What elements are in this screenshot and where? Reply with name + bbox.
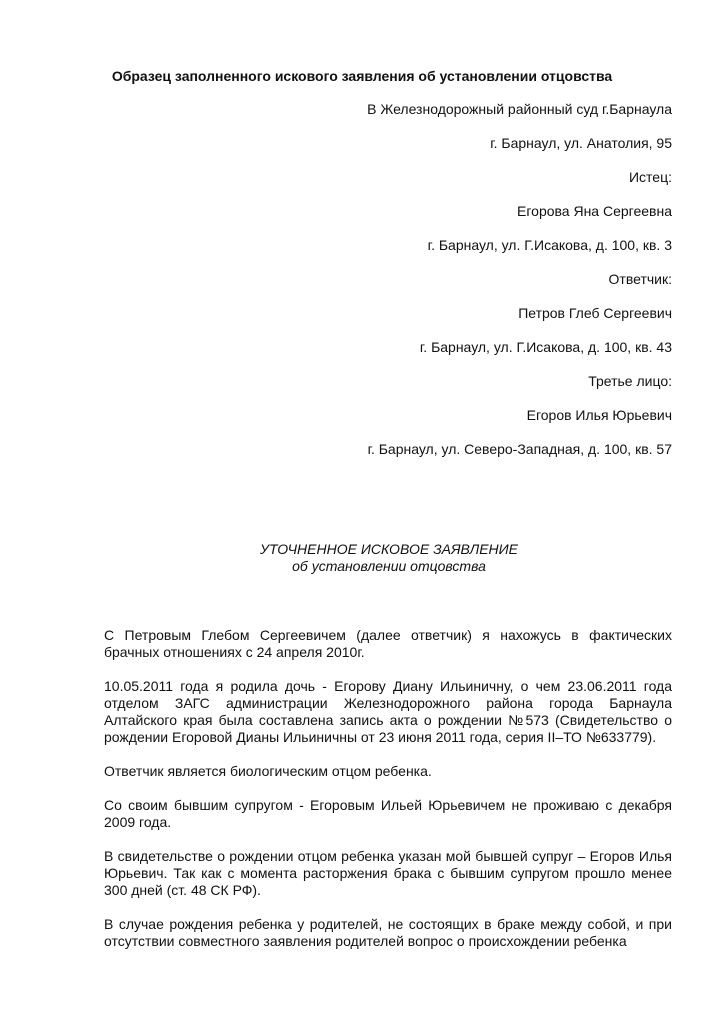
paragraph-certificate: В свидетельстве о рождении отцом ребенка указан мой бывшей супруг – Егоров Илья Юрьевич. Так как с момента расторжения брака с бывшим супругом прошло менее 300 дней (ст. 48 СК РФ).: [104, 848, 672, 898]
addressee-block: [112, 101, 672, 475]
paragraph-biological-father: Ответчик является биологическим отцом ребенка.: [104, 763, 432, 779]
plaintiff-label: Истец:: [628, 169, 672, 185]
claim-title: [0, 541, 724, 575]
defendant-address: г. Барнаул, ул. Г.Исакова, д. 100, кв. 43: [419, 339, 672, 355]
defendant-name: Петров Глеб Сергеевич: [518, 305, 672, 321]
court-address: г. Барнаул, ул. Анатолия, 95: [490, 135, 672, 151]
plaintiff-name: Егорова Яна Сергеевна: [517, 203, 672, 219]
claim-title-line-2: об установлении отцовства: [292, 558, 486, 574]
third-party-label: Третье лицо:: [588, 373, 672, 389]
paragraph-relationship: С Петровым Глебом Сергеевичем (далее ответчик) я нахожусь в фактических брачных отношениях с 24 апреля 2010г.: [104, 627, 672, 660]
third-party-address: г. Барнаул, ул. Северо-Западная, д. 100, кв. 57: [367, 441, 672, 457]
claim-body: [104, 627, 672, 967]
claim-title-line-1: УТОЧНЕННОЕ ИСКОВОЕ ЗАЯВЛЕНИЕ: [260, 541, 518, 557]
paragraph-law: В случае рождения ребенка у родителей, не состоящих в браке между собой, и при отсутствии совместного заявления родителей вопрос о происхождении ребенка: [104, 916, 672, 949]
paragraph-former-spouse: Со своим бывшим супругом - Егоровым Ильей Юрьевичем не проживаю с декабря 2009 года.: [104, 797, 672, 830]
plaintiff-address: г. Барнаул, ул. Г.Исакова, д. 100, кв. 3: [427, 237, 672, 253]
document-title: Образец заполненного искового заявления об установлении отцовства: [111, 68, 613, 84]
paragraph-birth: 10.05.2011 года я родила дочь - Егорову Диану Ильиничну, о чем 23.06.2011 года отделом ЗАГС администрации Железнодорожного района города Барнаула Алтайского края была составлена запись акта о рождении №573 (Свидетельство о рождении Егоровой Дианы Ильиничны от 23 июня 2011 года, серия II–ТО №633779).: [104, 678, 672, 745]
defendant-label: Ответчик:: [608, 271, 672, 287]
third-party-name: Егоров Илья Юрьевич: [526, 407, 672, 423]
court-name: В Железнодорожный районный суд г.Барнаула: [367, 101, 672, 117]
